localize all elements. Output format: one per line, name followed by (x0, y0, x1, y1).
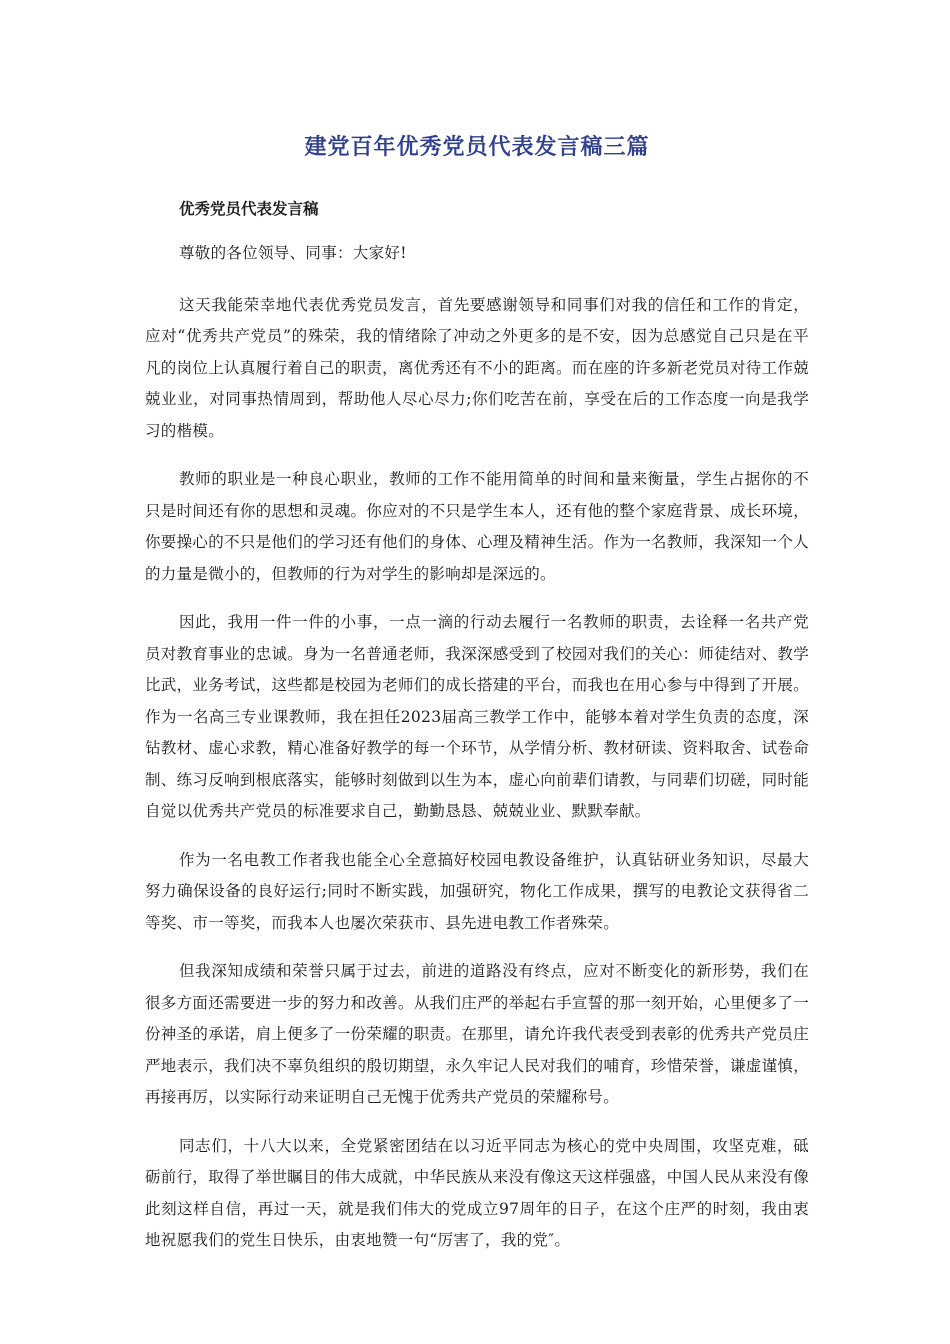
greeting-paragraph: 尊敬的各位领导、同事：大家好! (179, 244, 407, 262)
body-paragraph: 因此，我用一件一件的小事，一点一滴的行动去履行一名教师的职责，去诠释一名共产党员对教育事业的忠诚。身为一名普通老师，我深深感受到了校园对我们的关心：师徒结对、教学比武，业务考试，这些都是校园为老师们的成长搭建的平台，而我也在用心参与中得到了开展。作为一名高三专业课教师，我在担任2023届高三教学工作中，能够本着对学生负责的态度，深钻教材、虚心求教，精心准备好教学的每一个环节，从学情分析、教材研读、资料取舍、试卷命制、练习反响到根底落实，能够时刻做到以生为本，虚心向前辈们请教，与同辈们切磋，同时能自觉以优秀共产党员的标准要求自己，勤勤恳恳、兢兢业业、默默奉献。 (145, 613, 809, 820)
body-paragraph: 这天我能荣幸地代表优秀党员发言，首先要感谢领导和同事们对我的信任和工作的肯定，应对“优秀共产党员”的殊荣，我的情绪除了冲动之外更多的是不安，因为总感觉自己只是在平凡的岗位上认真履行着自己的职责，离优秀还有不小的距离。而在座的许多新老党员对待工作兢兢业业，对同事热情周到，帮助他人尽心尽力;你们吃苦在前，享受在后的工作态度一向是我学习的楷模。 (145, 295, 809, 440)
body-paragraph: 教师的职业是一种良心职业，教师的工作不能用简单的时间和量来衡量，学生占据你的不只是时间还有你的思想和灵魂。你应对的不只是学生本人，还有他的整个家庭背景、成长环境，你要操心的不只是他们的学习还有他们的身体、心理及精神生活。作为一名教师，我深知一个人的力量是微小的，但教师的行为对学生的影响却是深远的。 (145, 470, 809, 583)
body-paragraph: 同志们，十八大以来，全党紧密团结在以习近平同志为核心的党中央周围，攻坚克难，砥砺前行，取得了举世瞩目的伟大成就，中华民族从来没有像这天这样强盛，中国人民从来没有像此刻这样自信，再过一天，就是我们伟大的党成立97周年的日子，在这个庄严的时刻，我由衷地祝愿我们的党生日快乐，由衷地赞一句“厉害了，我的党″。 (145, 1136, 809, 1249)
body-paragraph: 作为一名电教工作者我也能全心全意搞好校园电教设备维护，认真钻研业务知识，尽最大努力确保设备的良好运行;同时不断实践，加强研究，物化工作成果，撰写的电教论文获得省二等奖、市一等奖，而我本人也屡次荣获市、县先进电教工作者殊荣。 (145, 850, 809, 932)
section-heading: 优秀党员代表发言稿 (179, 200, 319, 218)
body-paragraph: 但我深知成绩和荣誉只属于过去，前进的道路没有终点，应对不断变化的新形势，我们在很多方面还需要进一步的努力和改善。从我们庄严的举起右手宣誓的那一刻开始，心里便多了一份神圣的承诺，肩上便多了一份荣耀的职责。在那里，请允许我代表受到表彰的优秀共产党员庄严地表示，我们决不辜负组织的殷切期望，永久牢记人民对我们的哺育，珍惜荣誉，谦虚谨慎，再接再厉，以实际行动来证明自己无愧于优秀共产党员的荣耀称号。 (145, 962, 809, 1106)
document-page (145, 128, 809, 1274)
document-title: 建党百年优秀党员代表发言稿三篇 (304, 135, 650, 160)
